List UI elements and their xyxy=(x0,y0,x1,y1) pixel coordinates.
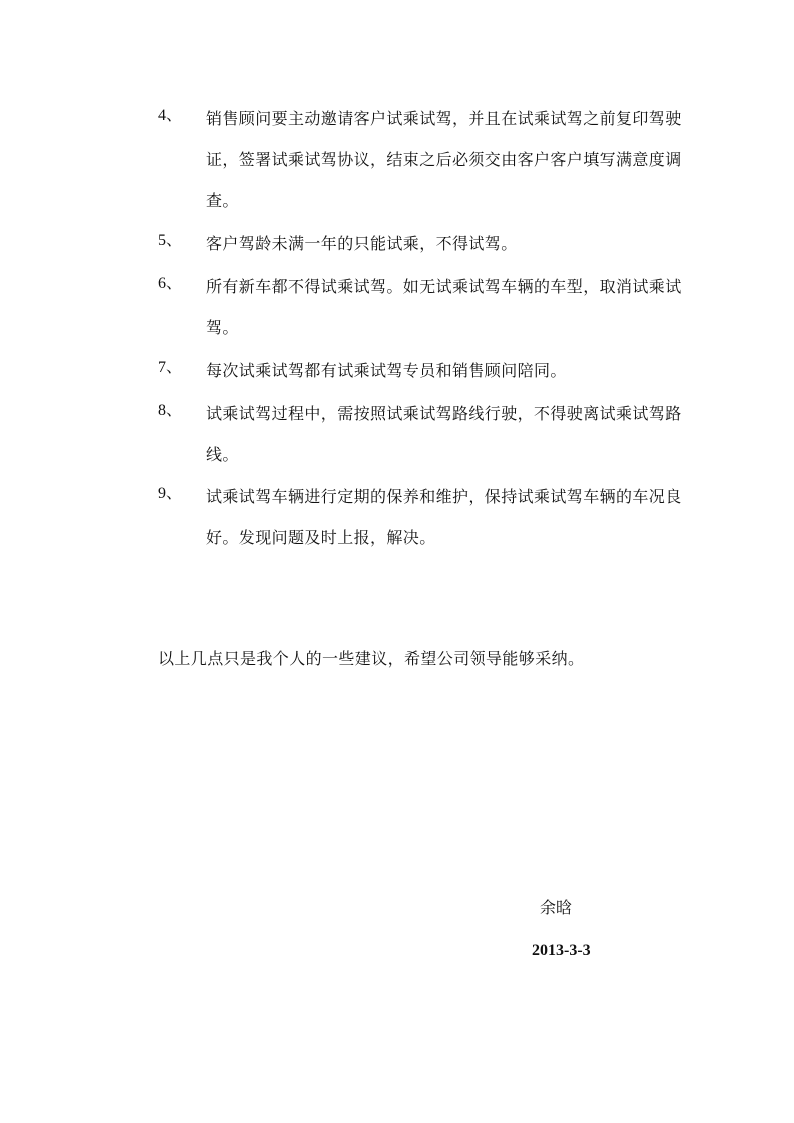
item-number: 8、 xyxy=(158,402,183,419)
item-text: 所有新车都不得试乘试驾。如无试乘试驾车辆的车型，取消试乘试驾。 xyxy=(206,277,682,337)
item-text: 试乘试驾过程中，需按照试乘试驾路线行驶，不得驶离试乘试驾路线。 xyxy=(206,404,682,464)
list-item-8 xyxy=(158,393,688,475)
item-number: 5、 xyxy=(158,232,183,249)
closing-paragraph: 以上几点只是我个人的一些建议，希望公司领导能够采纳。 xyxy=(158,649,585,668)
signature-name: 余晗 xyxy=(540,898,573,917)
item-number: 4、 xyxy=(158,107,183,124)
item-text: 试乘试驾车辆进行定期的保养和维护，保持试乘试驾车辆的车况良好。发现问题及时上报，解决。 xyxy=(206,487,682,547)
list-item-5 xyxy=(158,223,688,264)
signature-date: 2013-3-3 xyxy=(532,942,591,959)
item-text: 每次试乘试驾都有试乘试驾专员和销售顾问陪同。 xyxy=(206,361,567,380)
item-text: 客户驾龄未满一年的只能试乘，不得试驾。 xyxy=(206,234,518,253)
list-item-9 xyxy=(158,476,688,558)
list-item-6 xyxy=(158,266,688,348)
item-number: 6、 xyxy=(158,275,183,292)
item-number: 9、 xyxy=(158,485,183,502)
item-number: 7、 xyxy=(158,359,183,376)
list-item-4 xyxy=(158,98,688,221)
list-item-7 xyxy=(158,350,688,391)
item-text: 销售顾问要主动邀请客户试乘试驾，并且在试乘试驾之前复印驾驶证，签署试乘试驾协议，结束之后必须交由客户客户填写满意度调查。 xyxy=(206,109,682,210)
